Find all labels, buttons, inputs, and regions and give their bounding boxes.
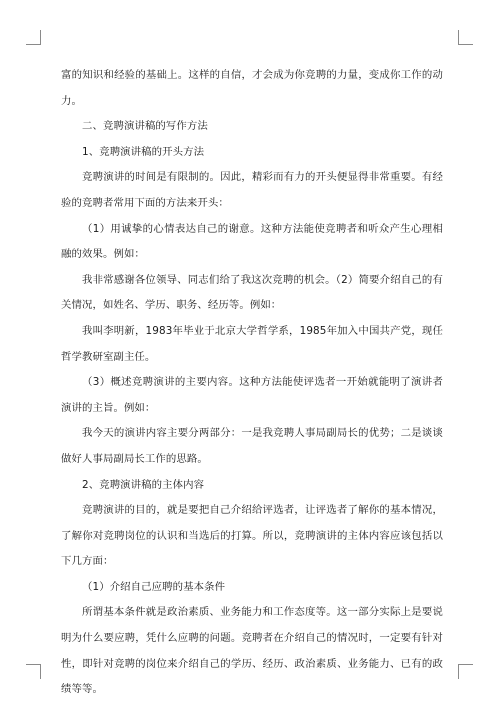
paragraph: （1）用诚挚的心情表达自己的谢意。这种方法能使竞聘者和听众产生心理相融的效果。例如： bbox=[61, 222, 443, 261]
document-body bbox=[61, 63, 443, 703]
paragraph: 所谓基本条件就是政治素质、业务能力和工作态度等。这一部分实际上是要说明为什么要应聘，凭什么应聘的问题。竞聘者在介绍自己的情况时，一定要有针对性，即针对竞聘的岗位来介绍自己的学历、经历、政治素质、业务能力、已有的政绩等等。 bbox=[61, 606, 443, 696]
paragraph: 我今天的演讲内容主要分两部分：一是我竞聘人事局副局长的优势；二是谈谈做好人事局副局长工作的思路。 bbox=[61, 427, 443, 465]
crop-mark-top-right bbox=[458, 30, 473, 45]
paragraph: （3）概述竞聘演讲的主要内容。这种方法能使评选者一开始就能明了演讲者演讲的主旨。例如： bbox=[61, 376, 443, 414]
crop-mark-bottom-left bbox=[26, 664, 41, 679]
subsection-heading: 1、竞聘演讲稿的开头方法 bbox=[82, 145, 205, 158]
paragraph-continuation: 富的知识和经验的基础上。这样的自信，才会成为你竞聘的力量，变成你工作的动力。 bbox=[61, 69, 443, 107]
list-heading: （1）介绍自己应聘的基本条件 bbox=[82, 580, 226, 593]
crop-mark-bottom-right bbox=[458, 664, 473, 679]
paragraph: 我非常感谢各位领导、同志们给了我这次竞聘的机会。（2）简要介绍自己的有关情况，如姓名、学历、职务、经历等。例如： bbox=[61, 273, 443, 312]
paragraph: 我叫李明新，1983年毕业于北京大学哲学系，1985年加入中国共产党，现任哲学教研室副主任。 bbox=[61, 324, 443, 363]
crop-mark-top-left bbox=[26, 30, 41, 45]
subsection-heading: 2、竞聘演讲稿的主体内容 bbox=[82, 478, 205, 491]
paragraph: 竞聘演讲的目的，就是要把自己介绍给评选者，让评选者了解你的基本情况，了解你对竞聘岗位的认识和当选后的打算。所以，竞聘演讲的主体内容应该包括以下几方面： bbox=[61, 504, 443, 568]
paragraph: 竞聘演讲的时间是有限制的。因此，精彩而有力的开头便显得非常重要。有经验的竞聘者常用下面的方法来开头： bbox=[61, 171, 443, 209]
section-heading: 二、竞聘演讲稿的写作方法 bbox=[82, 120, 208, 133]
